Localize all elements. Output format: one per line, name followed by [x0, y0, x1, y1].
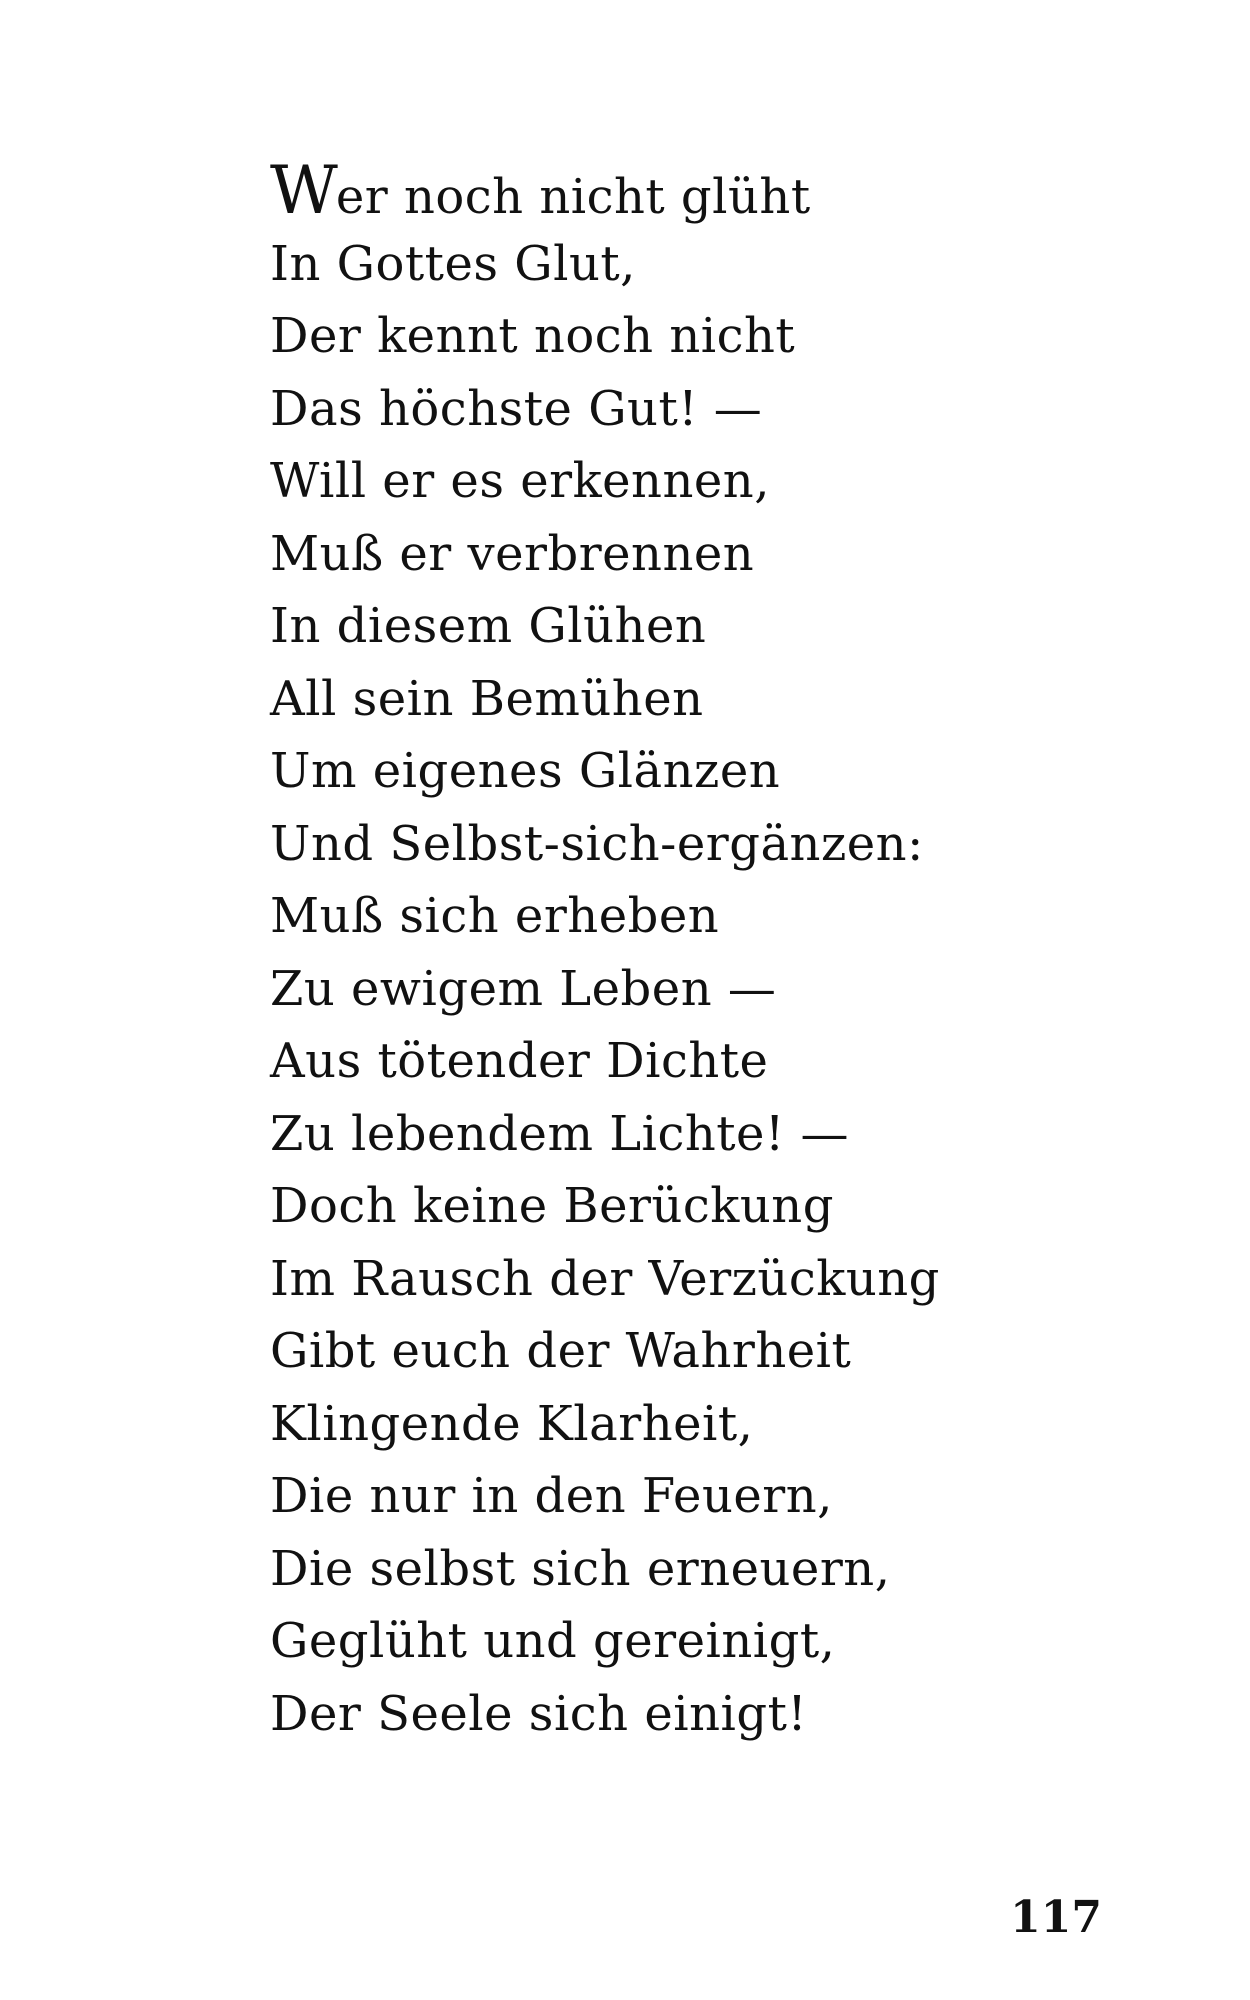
poem-line: Muß sich erheben [270, 888, 720, 944]
page-number: 117 [1010, 1892, 1102, 1943]
poem-line: Und Selbst-sich-ergänzen: [270, 815, 924, 872]
poem-line: Gibt euch der Wahrheit [270, 1323, 852, 1379]
poem-line: Doch keine Berückung [270, 1178, 834, 1234]
poem-line: Zu lebendem Lichte! — [270, 1105, 849, 1162]
poem-line: Das höchste Gut! — [270, 380, 763, 437]
poem-line: Der Seele sich einigt! [270, 1685, 808, 1742]
poem-line: Will er es erkennen, [270, 453, 770, 509]
poem-line: Im Rausch der Verzückung [270, 1250, 940, 1307]
poem-line: Um eigenes Glänzen [270, 743, 781, 799]
poem-line: Klingende Klarheit, [270, 1395, 754, 1452]
poem-line: Wer noch nicht glüht [270, 152, 811, 229]
poem-line: Geglüht und gereinigt, [270, 1613, 836, 1669]
poem-line: In Gottes Glut, [270, 235, 636, 292]
poem-line: Zu ewigem Leben — [270, 960, 777, 1017]
poem-line: Die selbst sich erneuern, [270, 1540, 891, 1597]
poem [270, 152, 1070, 1750]
poem-line: Der kennt noch nicht [270, 308, 796, 364]
poem-line: All sein Bemühen [270, 670, 704, 727]
poem-line: In diesem Glühen [270, 598, 707, 654]
poem-line: Aus tötender Dichte [270, 1033, 769, 1089]
poem-line: Muß er verbrennen [270, 525, 755, 582]
poem-line: Die nur in den Feuern, [270, 1468, 833, 1524]
